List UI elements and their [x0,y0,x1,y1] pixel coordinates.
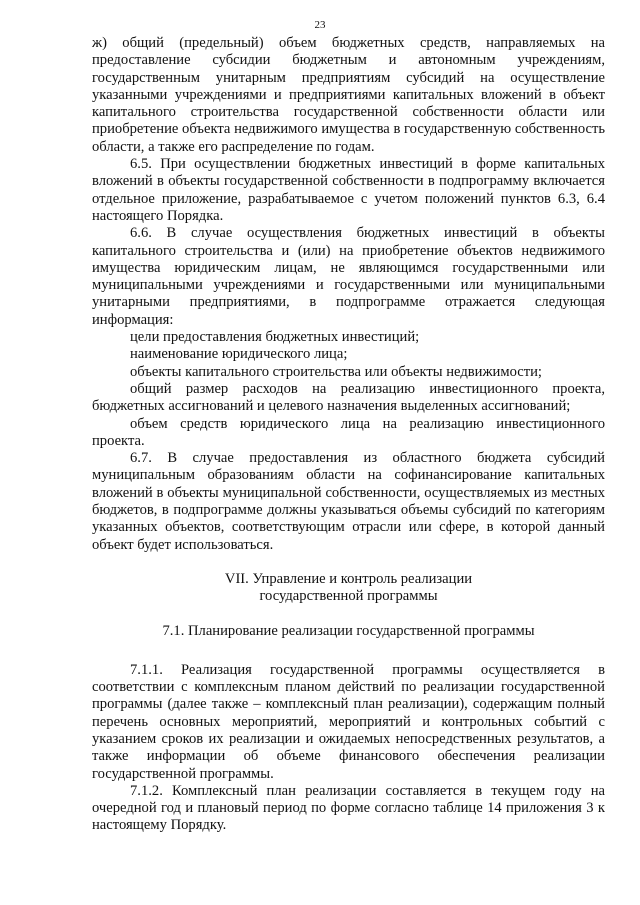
paragraph-item-zh: ж) общий (предельный) объем бюджетных средств, направляемых на предоставление субсидии бюджетным и автономным учреждениям, государственным унитарным предприятиям субсидий на осуществление указанными учреждениями и предприятиями капитальных вложений в объект капитального строительства государственной собственности области или приобретение объекта недвижимого имущества в государственную собственность области, а также его распределение по годам. [92,35,605,155]
paragraph-6-5: 6.5. При осуществлении бюджетных инвестиций в форме капитальных вложений в объекты государственной собственности в подпрограмму включается отдельное приложение, разрабатываемое с учетом положений пунктов 6.3, 6.4 настоящего Порядка. [92,156,605,224]
subsection-heading: 7.1. Планирование реализации государственной программы [162,622,535,639]
paragraph-7-1-2: 7.1.2. Комплексный план реализации составляется в текущем году на очередной год и плановый период по форме согласно таблице 14 приложения 3 к настоящему Порядку. [92,782,605,834]
paragraph-6-7: 6.7. В случае предоставления из областного бюджета субсидий муниципальным образованиям области на софинансирование капитальных вложений в объекты муниципальной собственности, осуществляемых из местных бюджетов, в подпрограмме должны указываться объемы субсидий по категориям указанных объектов, соответствующим отрасли или сфере, в которой данный объект будет использоваться. [92,450,605,553]
list-item: объем средств юридического лица на реализацию инвестиционного проекта. [92,415,605,449]
list-item: объекты капитального строительства или объекты недвижимости; [130,363,542,380]
list-item: наименование юридического лица; [130,346,348,363]
paragraph-7-1-1: 7.1.1. Реализация государственной программы осуществляется в соответствии с комплексным планом действий по реализации государственной программы (далее также – комплексный план реализации), содержащим полный перечень основных мероприятий, мероприятий и контрольных событий с указанием сроков их реализации и ожидаемых непосредственных результатов, а также информации об объеме финансового обеспечения реализации государственной программы. [92,661,605,782]
paragraph-6-6: 6.6. В случае осуществления бюджетных инвестиций в объекты капитального строительства и (или) на приобретение объектов недвижимого имущества юридическим лицам, не являющимся государственными или муниципальными учреждениями и государственными или муниципальными унитарными предприятиями, в подпрограмме отражается следующая информация: [92,225,605,328]
section-heading-continued: государственной программы [259,588,438,605]
page-number: 23 [314,19,326,31]
list-item: цели предоставления бюджетных инвестиций; [130,329,420,346]
section-heading: VII. Управление и контроль реализации [224,570,473,587]
list-item: общий размер расходов на реализацию инвестиционного проекта, бюджетных ассигнований и целевого назначения выделенных ассигнований; [92,380,605,415]
document-body [92,35,605,835]
